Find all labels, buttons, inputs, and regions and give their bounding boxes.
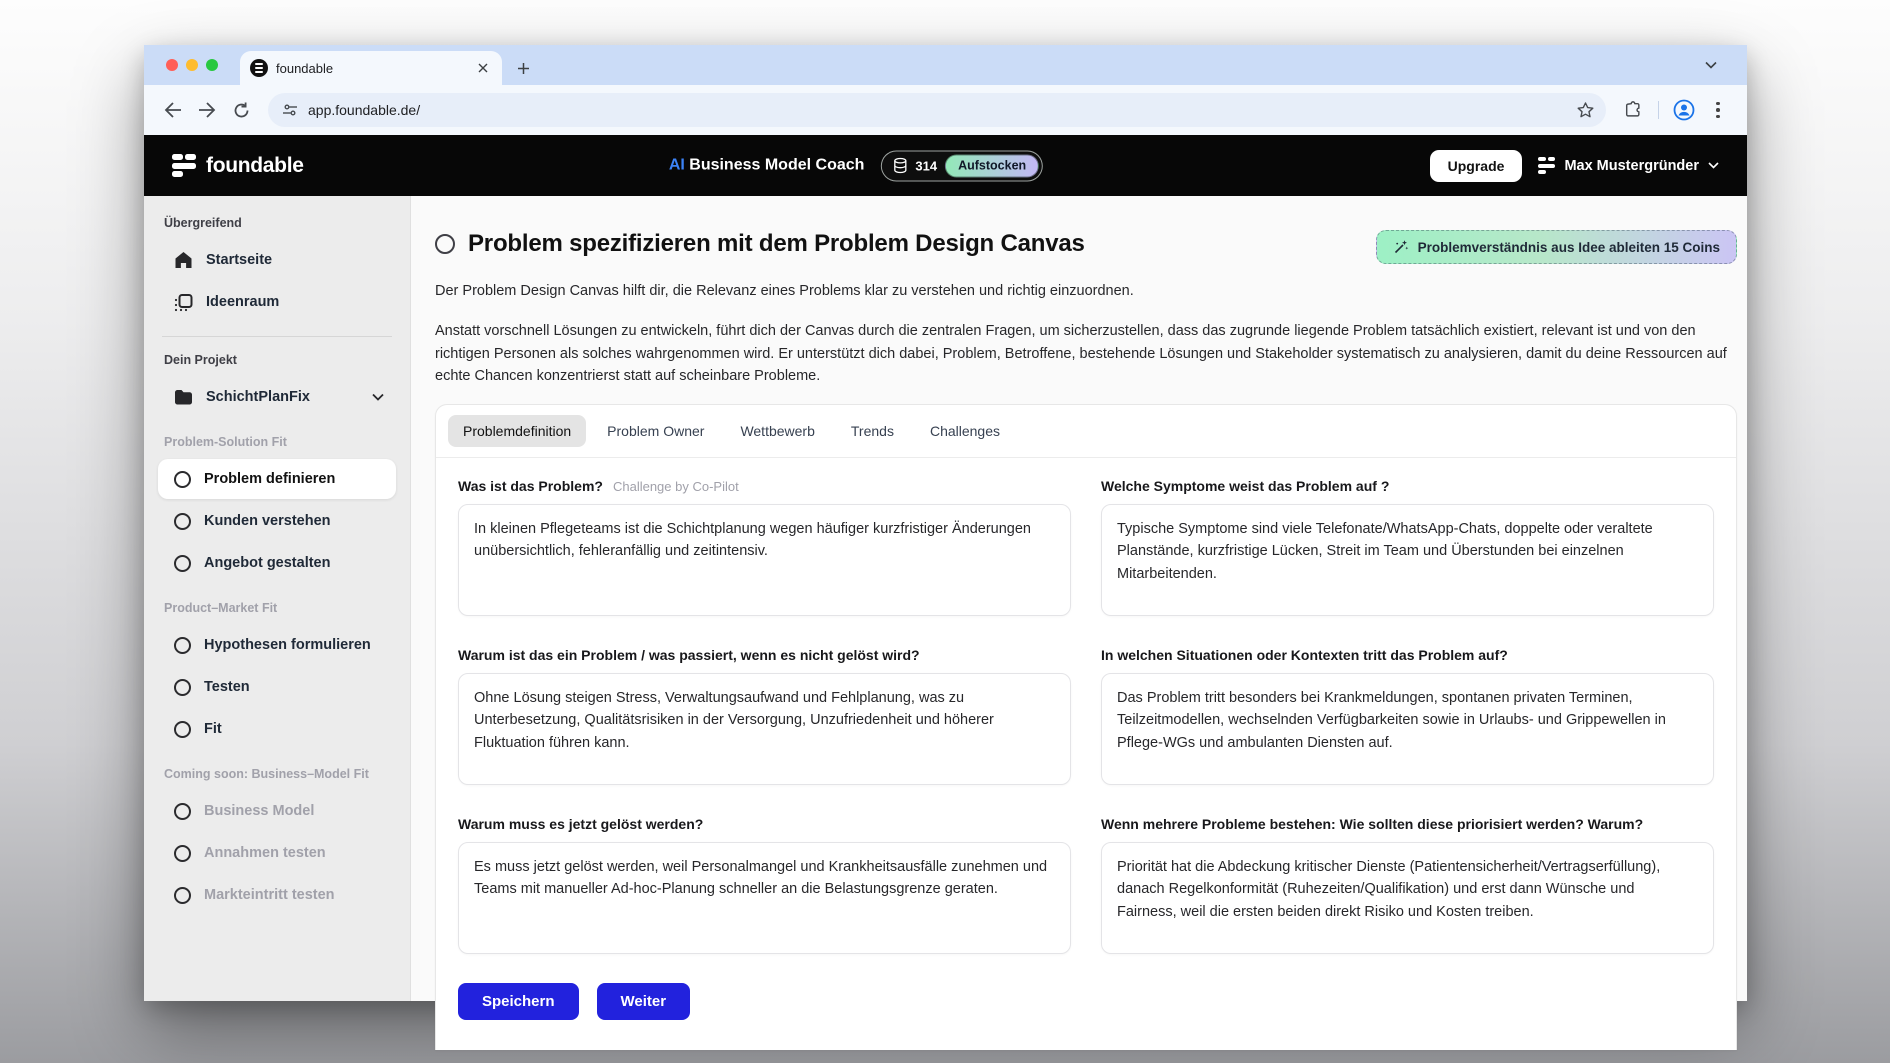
zoom-window-button[interactable] xyxy=(206,59,218,71)
problem-textarea[interactable] xyxy=(458,504,1071,616)
next-button[interactable]: Weiter xyxy=(597,983,691,1020)
topup-button[interactable]: Aufstocken xyxy=(945,154,1039,177)
field-warum-problem xyxy=(458,647,1071,790)
field-jetzt xyxy=(458,816,1071,959)
address-bar[interactable] xyxy=(268,93,1606,127)
user-logo-icon xyxy=(1538,157,1555,174)
step-circle-icon xyxy=(174,637,191,654)
warum-problem-textarea[interactable] xyxy=(458,673,1071,785)
tab-wettbewerb[interactable]: Wettbewerb xyxy=(740,422,815,439)
field-symptome xyxy=(1101,478,1714,621)
reload-icon[interactable] xyxy=(226,95,256,125)
new-tab-button[interactable] xyxy=(510,55,536,81)
browser-toolbar xyxy=(144,85,1747,135)
sidebar-item-markteintritt-testen xyxy=(158,875,396,915)
canvas-form xyxy=(436,458,1736,959)
tab-trends[interactable]: Trends xyxy=(850,422,894,439)
intro-paragraph-1: Der Problem Design Canvas hilft dir, die Relevanz eines Problems klar zu verstehen und richtig einzuordnen. xyxy=(435,283,1134,299)
main-header xyxy=(435,230,1737,264)
canvas-card xyxy=(435,404,1737,1050)
sidebar-item-label: Annahmen testen xyxy=(204,845,326,861)
coach-title-ai: AI xyxy=(668,156,685,174)
user-name: Max Mustergründer xyxy=(1564,157,1699,174)
coach-title-rest: Business Model Coach xyxy=(684,156,865,174)
back-icon[interactable] xyxy=(158,95,188,125)
sidebar-group-label-pmf: Product–Market Fit xyxy=(164,601,278,615)
intro-paragraph-2: Anstatt vorschnell Lösungen zu entwickeln, führt dich der Canvas durch die zentralen Fragen, um sicherzustellen, dass das zugrunde liegende Problem tatsächlich existiert, relevant ist und von den richtigen Personen als solches wahrgenommen wird. Er unterstützt dich dabei, Problem, Betroffene, bestehende Lösungen und Stakeholder systematisch zu analysieren, damit du deine Ressourcen auf echte Chancen konzentrierst statt auf scheinbare Probleme. xyxy=(435,323,1727,385)
browser-window xyxy=(144,45,1747,1010)
tab-problem-owner[interactable]: Problem Owner xyxy=(607,422,705,439)
sidebar-item-label: Fit xyxy=(204,721,222,737)
step-circle-icon xyxy=(174,721,191,738)
coins-count: 314 xyxy=(915,158,938,173)
forward-icon[interactable] xyxy=(192,95,222,125)
question-label: Was ist das Problem? xyxy=(458,477,603,494)
priorisierung-textarea[interactable] xyxy=(1101,842,1714,954)
sidebar-item-label: Markteintritt testen xyxy=(204,887,335,903)
form-actions xyxy=(436,959,1736,1050)
sidebar-item-ideenraum[interactable] xyxy=(158,282,396,322)
sidebar xyxy=(144,196,411,1001)
sidebar-item-label: Angebot gestalten xyxy=(204,555,331,571)
coins-icon xyxy=(892,158,907,174)
sidebar-item-label: Ideenraum xyxy=(206,294,280,310)
page-title: Problem spezifizieren mit dem Problem Design Canvas xyxy=(468,230,1085,257)
sidebar-item-testen[interactable] xyxy=(158,667,396,707)
situationen-textarea[interactable] xyxy=(1101,673,1714,785)
question-label: Warum muss es jetzt gelöst werden? xyxy=(458,815,704,832)
sidebar-item-fit[interactable] xyxy=(158,709,396,749)
save-button[interactable]: Speichern xyxy=(458,983,579,1020)
user-chevron-down-icon xyxy=(1708,162,1719,169)
sidebar-item-problem-definieren[interactable] xyxy=(158,459,396,499)
field-problem xyxy=(458,478,1071,621)
sidebar-project-switcher[interactable] xyxy=(158,377,396,417)
extensions-icon[interactable] xyxy=(1618,95,1648,125)
tab-challenges[interactable]: Challenges xyxy=(929,422,1001,439)
main-content xyxy=(411,196,1747,1010)
sidebar-item-label: Hypothesen formulieren xyxy=(204,637,371,653)
url-text[interactable]: app.foundable.de/ xyxy=(308,102,421,118)
browser-menu-icon[interactable] xyxy=(1703,95,1733,125)
sidebar-divider xyxy=(162,336,392,337)
page-title-row xyxy=(435,230,1085,258)
canvas-tabs xyxy=(436,405,1736,458)
coins-pill[interactable] xyxy=(880,150,1043,181)
sidebar-item-kunden-verstehen[interactable] xyxy=(158,501,396,541)
folder-icon xyxy=(174,389,193,405)
app-navbar xyxy=(144,135,1747,196)
step-circle-icon xyxy=(174,471,191,488)
tab-problemdefinition[interactable]: Problemdefinition xyxy=(448,415,586,447)
sidebar-item-annahmen-testen xyxy=(158,833,396,873)
tab-title: foundable xyxy=(276,60,334,76)
step-circle-icon xyxy=(174,513,191,530)
upgrade-button[interactable]: Upgrade xyxy=(1430,150,1523,182)
tab-search-chevron-icon[interactable] xyxy=(1699,53,1723,77)
coach-title xyxy=(669,157,865,175)
browser-tab[interactable] xyxy=(240,51,502,85)
jetzt-textarea[interactable] xyxy=(458,842,1071,954)
browser-tabstrip xyxy=(144,45,1747,85)
question-label: Warum ist das ein Problem / was passiert, wenn es nicht gelöst wird? xyxy=(458,646,920,663)
minimize-window-button[interactable] xyxy=(186,59,198,71)
sidebar-item-label: Problem definieren xyxy=(204,471,336,487)
tab-close-icon[interactable] xyxy=(474,59,492,77)
step-circle-icon xyxy=(174,845,191,862)
brand[interactable] xyxy=(172,154,304,178)
copilot-challenge-link[interactable]: Challenge by Co-Pilot xyxy=(612,478,739,494)
brand-name: foundable xyxy=(206,153,304,177)
field-priorisierung xyxy=(1101,816,1714,959)
field-situationen xyxy=(1101,647,1714,790)
coach-header xyxy=(669,150,1043,181)
sidebar-item-hypothesen-formulieren[interactable] xyxy=(158,625,396,665)
question-label: Wenn mehrere Probleme bestehen: Wie sollten diese priorisiert werden? Warum? xyxy=(1101,815,1644,832)
title-circle-icon xyxy=(435,234,455,254)
sidebar-item-label: Testen xyxy=(204,679,250,695)
navbar-right xyxy=(1430,150,1719,182)
window-controls xyxy=(166,59,218,71)
toolbar-separator xyxy=(1658,101,1659,119)
site-settings-icon[interactable] xyxy=(282,103,298,117)
symptome-textarea[interactable] xyxy=(1101,504,1714,616)
favicon xyxy=(250,59,268,77)
sidebar-section-general: Übergreifend xyxy=(164,216,242,230)
question-label: Welche Symptome weist das Problem auf ? xyxy=(1101,477,1390,494)
sidebar-item-startseite[interactable] xyxy=(158,240,396,280)
sidebar-item-label: Business Model xyxy=(204,803,315,819)
sidebar-item-business-model xyxy=(158,791,396,831)
derive-from-idea-button[interactable] xyxy=(1376,230,1737,264)
idea-room-icon xyxy=(174,293,193,312)
project-chevron-down-icon xyxy=(372,393,384,401)
derive-badge-label: Problemverständnis aus Idee ableiten 15 Coins xyxy=(1417,239,1720,255)
sidebar-item-label: Kunden verstehen xyxy=(204,513,331,529)
step-circle-icon xyxy=(174,803,191,820)
step-circle-icon xyxy=(174,887,191,904)
sidebar-item-label: Startseite xyxy=(206,252,273,268)
sidebar-project-label: Dein Projekt xyxy=(164,353,237,367)
question-label: In welchen Situationen oder Kontexten tritt das Problem auf? xyxy=(1101,646,1508,663)
app-body xyxy=(144,196,1747,1010)
step-circle-icon xyxy=(174,555,191,572)
profile-avatar-icon[interactable] xyxy=(1669,95,1699,125)
home-icon xyxy=(174,251,193,269)
foundable-logo-icon xyxy=(172,154,196,177)
sidebar-group-label-bmf: Coming soon: Business–Model Fit xyxy=(164,767,369,781)
sidebar-item-angebot-gestalten[interactable] xyxy=(158,543,396,583)
bookmark-star-icon[interactable] xyxy=(1570,95,1600,125)
step-circle-icon xyxy=(174,679,191,696)
sidebar-group-label-psf: Problem-Solution Fit xyxy=(164,435,287,449)
project-name: SchichtPlanFix xyxy=(206,389,310,405)
close-window-button[interactable] xyxy=(166,59,178,71)
sparkles-icon xyxy=(1393,239,1409,255)
user-menu[interactable] xyxy=(1538,157,1719,174)
